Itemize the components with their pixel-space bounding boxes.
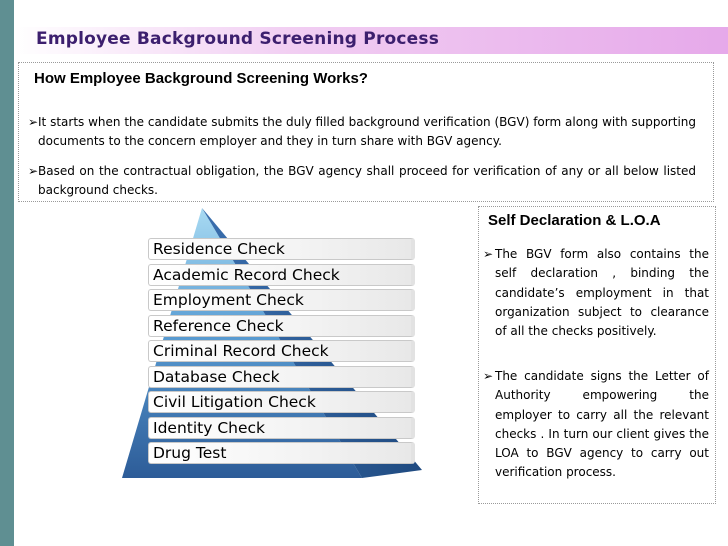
check-label: Residence Check bbox=[153, 240, 285, 258]
check-label: Civil Litigation Check bbox=[153, 393, 316, 411]
intro-bullet-2-text: Based on the contractual obligation, the BGV agency shall proceed for verification of any or all below listed background checks. bbox=[38, 164, 696, 197]
sidebar-heading: Self Declaration & L.O.A bbox=[488, 212, 661, 229]
section-heading: How Employee Background Screening Works? bbox=[34, 70, 368, 87]
sidebar-bullet-2 bbox=[483, 367, 709, 483]
check-item bbox=[148, 417, 415, 439]
intro-bullet-1-text: It starts when the candidate submits the duly filled background verification (BGV) form along with supporting documents to the concern employer and they in turn share with BGV agency. bbox=[38, 115, 696, 148]
check-item bbox=[148, 315, 415, 337]
left-decor-strip bbox=[0, 0, 14, 546]
check-item bbox=[148, 391, 415, 413]
sidebar-bullet-2-text: The candidate signs the Letter of Authority empowering the employer to carry all the relevant checks . In turn our client gives the LOA to BGV agency to carry out verification process. bbox=[495, 369, 709, 480]
arrow-bullet-icon: ➢ bbox=[28, 164, 39, 178]
slide bbox=[14, 0, 728, 546]
check-item bbox=[148, 264, 415, 286]
check-label: Database Check bbox=[153, 367, 280, 386]
arrow-bullet-icon: ➢ bbox=[483, 369, 494, 383]
arrow-bullet-icon: ➢ bbox=[28, 115, 39, 129]
arrow-bullet-icon: ➢ bbox=[483, 247, 494, 261]
check-label: Reference Check bbox=[153, 316, 284, 335]
check-item bbox=[148, 366, 415, 388]
intro-bullet-2 bbox=[28, 162, 696, 200]
sidebar-bullet-1-text: The BGV form also contains the self declaration , binding the candidate’s employment in that organization subject to clearance of all the checks positively. bbox=[495, 247, 709, 339]
slide-title: Employee Background Screening Process bbox=[36, 29, 440, 49]
intro-bullet-1 bbox=[28, 113, 696, 151]
check-label: Criminal Record Check bbox=[153, 342, 329, 360]
check-item bbox=[148, 289, 415, 311]
sidebar-bullet-1 bbox=[483, 245, 709, 341]
check-item bbox=[148, 442, 415, 464]
check-item bbox=[148, 238, 415, 260]
check-label: Drug Test bbox=[153, 444, 227, 462]
check-label: Employment Check bbox=[153, 291, 304, 309]
check-label: Identity Check bbox=[153, 418, 266, 437]
check-item bbox=[148, 340, 415, 362]
check-label: Academic Record Check bbox=[153, 265, 340, 284]
